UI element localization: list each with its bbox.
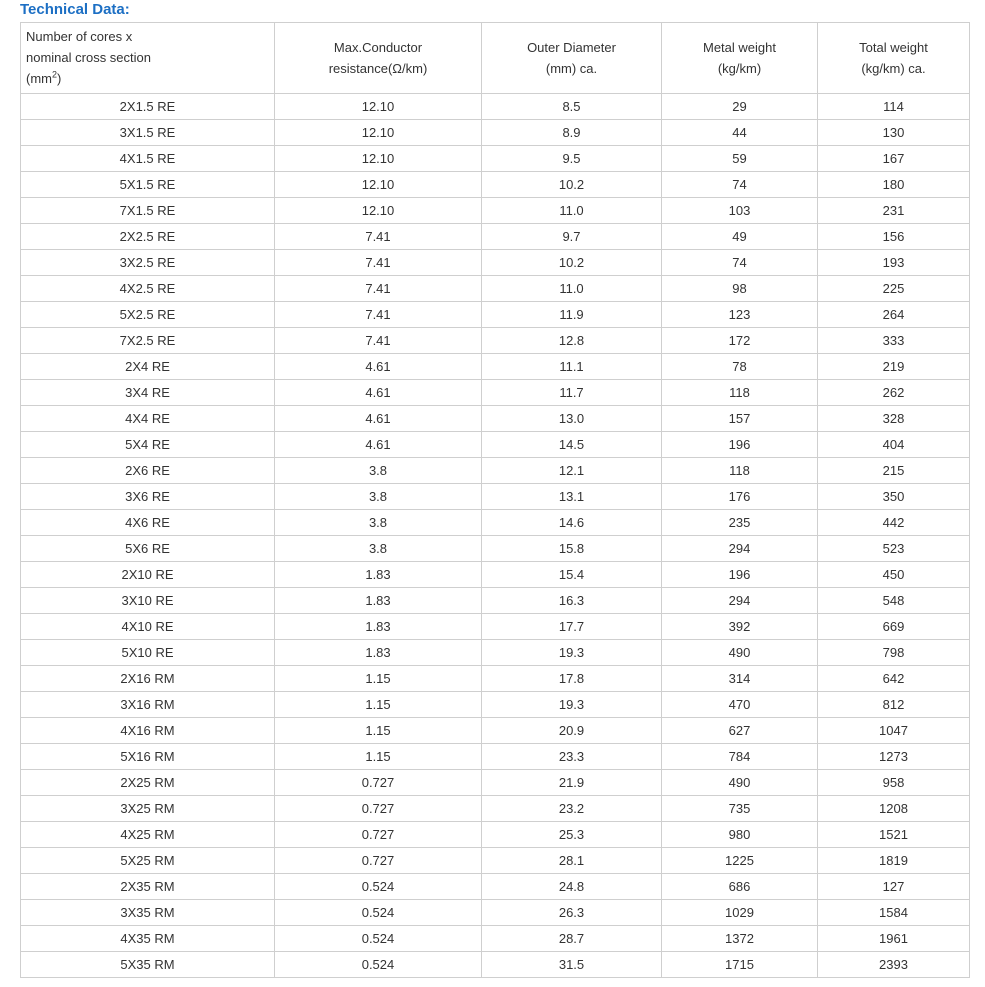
total-weight-cell: 1961 — [818, 926, 970, 952]
resistance-cell: 7.41 — [275, 328, 482, 354]
table-row — [21, 562, 970, 588]
header-cores-cross-section — [21, 23, 275, 94]
metal-weight-cell: 196 — [662, 562, 818, 588]
metal-weight-cell: 686 — [662, 874, 818, 900]
metal-weight-cell: 196 — [662, 432, 818, 458]
header-cores-unit-sup: 2 — [52, 69, 58, 80]
diameter-cell: 21.9 — [482, 770, 662, 796]
diameter-cell: 28.1 — [482, 848, 662, 874]
header-diameter-line1: Outer Diameter — [527, 40, 616, 55]
table-row — [21, 276, 970, 302]
diameter-cell: 11.9 — [482, 302, 662, 328]
metal-weight-cell: 49 — [662, 224, 818, 250]
diameter-cell: 15.4 — [482, 562, 662, 588]
metal-weight-cell: 980 — [662, 822, 818, 848]
metal-weight-cell: 176 — [662, 484, 818, 510]
total-weight-cell: 1584 — [818, 900, 970, 926]
resistance-cell: 1.15 — [275, 692, 482, 718]
cores-cell: 3X16 RM — [21, 692, 275, 718]
metal-weight-cell: 235 — [662, 510, 818, 536]
header-diameter-line2: (mm) ca. — [545, 61, 598, 76]
table-row — [21, 718, 970, 744]
cores-cell: 5X1.5 RE — [21, 172, 275, 198]
total-weight-cell: 548 — [818, 588, 970, 614]
table-row — [21, 224, 970, 250]
resistance-cell: 0.524 — [275, 926, 482, 952]
resistance-cell: 0.524 — [275, 952, 482, 978]
cores-cell: 5X35 RM — [21, 952, 275, 978]
cores-cell: 4X10 RE — [21, 614, 275, 640]
diameter-cell: 8.5 — [482, 94, 662, 120]
header-row — [21, 23, 970, 94]
resistance-cell: 4.61 — [275, 406, 482, 432]
diameter-cell: 11.1 — [482, 354, 662, 380]
metal-weight-cell: 118 — [662, 458, 818, 484]
diameter-cell: 10.2 — [482, 172, 662, 198]
table-row — [21, 198, 970, 224]
metal-weight-cell: 1372 — [662, 926, 818, 952]
total-weight-cell: 1521 — [818, 822, 970, 848]
resistance-cell: 12.10 — [275, 198, 482, 224]
header-resistance — [275, 23, 482, 94]
metal-weight-cell: 490 — [662, 770, 818, 796]
metal-weight-cell: 103 — [662, 198, 818, 224]
resistance-cell: 1.15 — [275, 666, 482, 692]
total-weight-cell: 450 — [818, 562, 970, 588]
table-row — [21, 172, 970, 198]
cores-cell: 2X10 RE — [21, 562, 275, 588]
table-row — [21, 354, 970, 380]
cores-cell: 2X16 RM — [21, 666, 275, 692]
resistance-cell: 4.61 — [275, 380, 482, 406]
resistance-cell: 0.727 — [275, 822, 482, 848]
total-weight-cell: 215 — [818, 458, 970, 484]
table-row — [21, 120, 970, 146]
resistance-cell: 1.15 — [275, 718, 482, 744]
header-cores-unit-post: ) — [57, 71, 62, 86]
table-row — [21, 94, 970, 120]
metal-weight-cell: 44 — [662, 120, 818, 146]
metal-weight-cell: 123 — [662, 302, 818, 328]
table-row — [21, 328, 970, 354]
diameter-cell: 31.5 — [482, 952, 662, 978]
cores-cell: 3X2.5 RE — [21, 250, 275, 276]
total-weight-cell: 333 — [818, 328, 970, 354]
table-row — [21, 692, 970, 718]
header-total-line2: (kg/km) ca. — [861, 61, 926, 76]
metal-weight-cell: 157 — [662, 406, 818, 432]
resistance-cell: 1.83 — [275, 614, 482, 640]
cores-cell: 5X16 RM — [21, 744, 275, 770]
cores-cell: 4X6 RE — [21, 510, 275, 536]
cores-cell: 3X1.5 RE — [21, 120, 275, 146]
metal-weight-cell: 294 — [662, 536, 818, 562]
total-weight-cell: 193 — [818, 250, 970, 276]
metal-weight-cell: 470 — [662, 692, 818, 718]
table-row — [21, 666, 970, 692]
resistance-cell: 12.10 — [275, 172, 482, 198]
cores-cell: 2X35 RM — [21, 874, 275, 900]
resistance-cell: 1.83 — [275, 562, 482, 588]
metal-weight-cell: 74 — [662, 172, 818, 198]
metal-weight-cell: 1225 — [662, 848, 818, 874]
total-weight-cell: 669 — [818, 614, 970, 640]
header-cores-line2: nominal cross section — [26, 50, 151, 65]
metal-weight-cell: 78 — [662, 354, 818, 380]
table-body — [21, 94, 970, 978]
table-row — [21, 484, 970, 510]
header-total-weight — [818, 23, 970, 94]
diameter-cell: 11.7 — [482, 380, 662, 406]
resistance-cell: 0.524 — [275, 874, 482, 900]
header-cores-line1: Number of cores x — [26, 29, 133, 44]
total-weight-cell: 442 — [818, 510, 970, 536]
resistance-cell: 7.41 — [275, 302, 482, 328]
total-weight-cell: 2393 — [818, 952, 970, 978]
total-weight-cell: 219 — [818, 354, 970, 380]
total-weight-cell: 812 — [818, 692, 970, 718]
resistance-cell: 0.524 — [275, 900, 482, 926]
table-row — [21, 822, 970, 848]
cores-cell: 3X35 RM — [21, 900, 275, 926]
table-row — [21, 640, 970, 666]
resistance-cell: 1.83 — [275, 640, 482, 666]
diameter-cell: 12.8 — [482, 328, 662, 354]
diameter-cell: 28.7 — [482, 926, 662, 952]
table-row — [21, 432, 970, 458]
resistance-cell: 1.15 — [275, 744, 482, 770]
diameter-cell: 13.1 — [482, 484, 662, 510]
table-header — [21, 23, 970, 94]
cores-cell: 2X25 RM — [21, 770, 275, 796]
resistance-cell: 12.10 — [275, 94, 482, 120]
diameter-cell: 26.3 — [482, 900, 662, 926]
diameter-cell: 9.5 — [482, 146, 662, 172]
header-metal-line2: (kg/km) — [717, 61, 762, 76]
cores-cell: 7X1.5 RE — [21, 198, 275, 224]
header-outer-diameter — [482, 23, 662, 94]
total-weight-cell: 231 — [818, 198, 970, 224]
table-row — [21, 380, 970, 406]
resistance-cell: 4.61 — [275, 432, 482, 458]
total-weight-cell: 130 — [818, 120, 970, 146]
cores-cell: 4X1.5 RE — [21, 146, 275, 172]
cores-cell: 2X6 RE — [21, 458, 275, 484]
metal-weight-cell: 172 — [662, 328, 818, 354]
metal-weight-cell: 627 — [662, 718, 818, 744]
resistance-cell: 3.8 — [275, 458, 482, 484]
table-row — [21, 770, 970, 796]
diameter-cell: 11.0 — [482, 276, 662, 302]
total-weight-cell: 156 — [818, 224, 970, 250]
resistance-cell: 3.8 — [275, 484, 482, 510]
section-heading: Technical Data: — [20, 1, 130, 18]
diameter-cell: 17.8 — [482, 666, 662, 692]
header-metal-line1: Metal weight — [703, 40, 776, 55]
table-row — [21, 874, 970, 900]
cores-cell: 5X2.5 RE — [21, 302, 275, 328]
metal-weight-cell: 735 — [662, 796, 818, 822]
header-resistance-line1: Max.Conductor — [333, 40, 423, 55]
metal-weight-cell: 98 — [662, 276, 818, 302]
total-weight-cell: 1047 — [818, 718, 970, 744]
table-row — [21, 588, 970, 614]
resistance-cell: 0.727 — [275, 796, 482, 822]
cores-cell: 5X10 RE — [21, 640, 275, 666]
diameter-cell: 8.9 — [482, 120, 662, 146]
header-metal-weight — [662, 23, 818, 94]
table-row — [21, 796, 970, 822]
cores-cell: 3X6 RE — [21, 484, 275, 510]
resistance-cell: 3.8 — [275, 536, 482, 562]
technical-data-table — [20, 22, 970, 978]
cores-cell: 3X10 RE — [21, 588, 275, 614]
total-weight-cell: 262 — [818, 380, 970, 406]
metal-weight-cell: 490 — [662, 640, 818, 666]
cores-cell: 2X2.5 RE — [21, 224, 275, 250]
resistance-cell: 12.10 — [275, 146, 482, 172]
cores-cell: 4X25 RM — [21, 822, 275, 848]
resistance-cell: 7.41 — [275, 224, 482, 250]
header-resistance-line2: resistance(Ω/km) — [328, 61, 428, 76]
total-weight-cell: 404 — [818, 432, 970, 458]
diameter-cell: 19.3 — [482, 692, 662, 718]
table-row — [21, 848, 970, 874]
cores-cell: 4X4 RE — [21, 406, 275, 432]
header-cores-unit-pre: (mm — [26, 71, 52, 86]
total-weight-cell: 114 — [818, 94, 970, 120]
resistance-cell: 0.727 — [275, 770, 482, 796]
total-weight-cell: 167 — [818, 146, 970, 172]
cores-cell: 4X2.5 RE — [21, 276, 275, 302]
total-weight-cell: 264 — [818, 302, 970, 328]
resistance-cell: 7.41 — [275, 250, 482, 276]
table-row — [21, 146, 970, 172]
cores-cell: 5X25 RM — [21, 848, 275, 874]
resistance-cell: 0.727 — [275, 848, 482, 874]
metal-weight-cell: 1715 — [662, 952, 818, 978]
total-weight-cell: 180 — [818, 172, 970, 198]
diameter-cell: 14.5 — [482, 432, 662, 458]
total-weight-cell: 642 — [818, 666, 970, 692]
resistance-cell: 3.8 — [275, 510, 482, 536]
total-weight-cell: 1273 — [818, 744, 970, 770]
resistance-cell: 7.41 — [275, 276, 482, 302]
total-weight-cell: 328 — [818, 406, 970, 432]
table-row — [21, 302, 970, 328]
cores-cell: 7X2.5 RE — [21, 328, 275, 354]
total-weight-cell: 958 — [818, 770, 970, 796]
cores-cell: 4X16 RM — [21, 718, 275, 744]
cores-cell: 2X1.5 RE — [21, 94, 275, 120]
diameter-cell: 14.6 — [482, 510, 662, 536]
diameter-cell: 9.7 — [482, 224, 662, 250]
total-weight-cell: 225 — [818, 276, 970, 302]
table-row — [21, 458, 970, 484]
table-row — [21, 250, 970, 276]
cores-cell: 5X6 RE — [21, 536, 275, 562]
diameter-cell: 15.8 — [482, 536, 662, 562]
cores-cell: 3X25 RM — [21, 796, 275, 822]
table-row — [21, 900, 970, 926]
metal-weight-cell: 314 — [662, 666, 818, 692]
metal-weight-cell: 59 — [662, 146, 818, 172]
resistance-cell: 12.10 — [275, 120, 482, 146]
diameter-cell: 23.2 — [482, 796, 662, 822]
header-total-line1: Total weight — [859, 40, 928, 55]
metal-weight-cell: 118 — [662, 380, 818, 406]
metal-weight-cell: 294 — [662, 588, 818, 614]
diameter-cell: 16.3 — [482, 588, 662, 614]
diameter-cell: 17.7 — [482, 614, 662, 640]
table-row — [21, 952, 970, 978]
diameter-cell: 23.3 — [482, 744, 662, 770]
cores-cell: 5X4 RE — [21, 432, 275, 458]
diameter-cell: 11.0 — [482, 198, 662, 224]
metal-weight-cell: 29 — [662, 94, 818, 120]
table-row — [21, 406, 970, 432]
metal-weight-cell: 74 — [662, 250, 818, 276]
table-row — [21, 614, 970, 640]
diameter-cell: 12.1 — [482, 458, 662, 484]
table-row — [21, 510, 970, 536]
total-weight-cell: 798 — [818, 640, 970, 666]
metal-weight-cell: 784 — [662, 744, 818, 770]
total-weight-cell: 1208 — [818, 796, 970, 822]
metal-weight-cell: 392 — [662, 614, 818, 640]
total-weight-cell: 523 — [818, 536, 970, 562]
table-row — [21, 536, 970, 562]
cores-cell: 4X35 RM — [21, 926, 275, 952]
metal-weight-cell: 1029 — [662, 900, 818, 926]
diameter-cell: 10.2 — [482, 250, 662, 276]
diameter-cell: 24.8 — [482, 874, 662, 900]
total-weight-cell: 127 — [818, 874, 970, 900]
diameter-cell: 20.9 — [482, 718, 662, 744]
resistance-cell: 4.61 — [275, 354, 482, 380]
cores-cell: 3X4 RE — [21, 380, 275, 406]
diameter-cell: 13.0 — [482, 406, 662, 432]
table-row — [21, 744, 970, 770]
table-row — [21, 926, 970, 952]
total-weight-cell: 350 — [818, 484, 970, 510]
diameter-cell: 25.3 — [482, 822, 662, 848]
cores-cell: 2X4 RE — [21, 354, 275, 380]
diameter-cell: 19.3 — [482, 640, 662, 666]
total-weight-cell: 1819 — [818, 848, 970, 874]
resistance-cell: 1.83 — [275, 588, 482, 614]
